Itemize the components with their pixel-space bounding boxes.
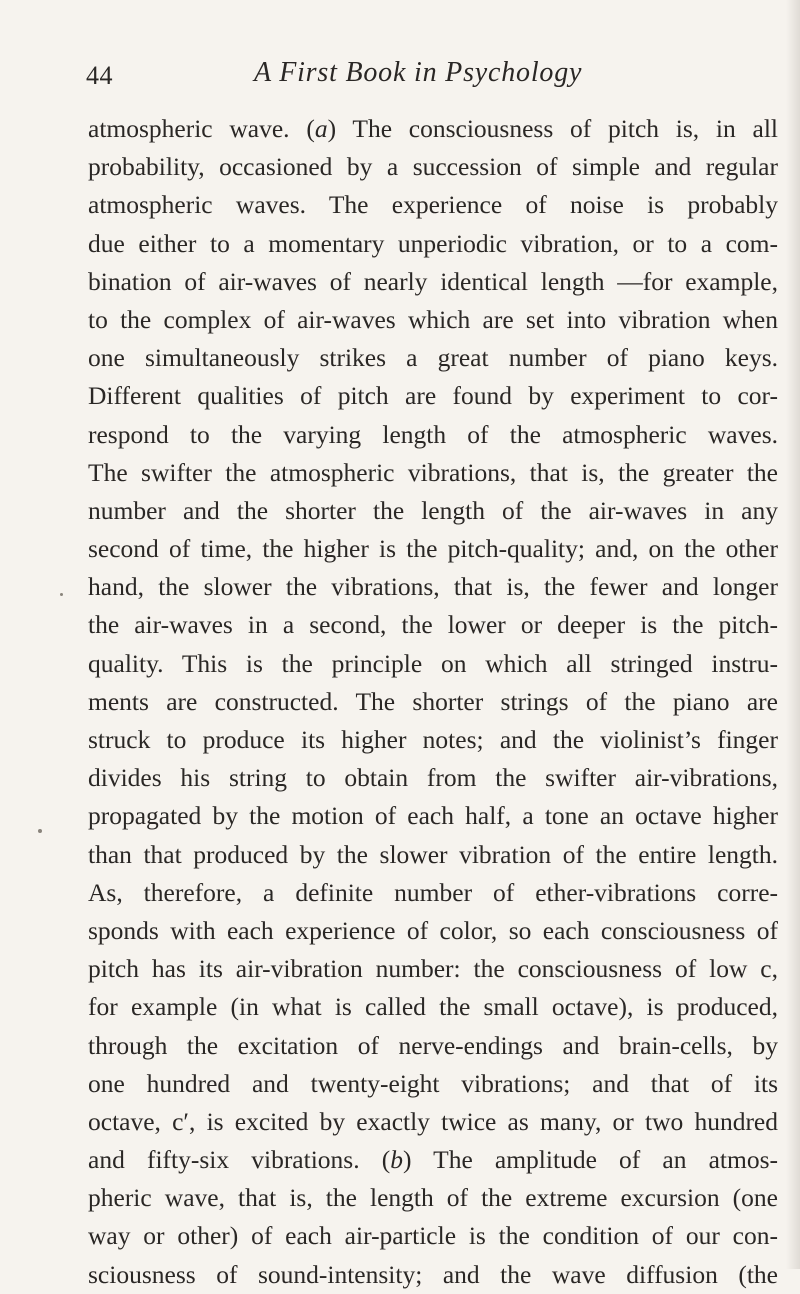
text-line: divides his string to obtain from the swifter air-vibrations, xyxy=(88,763,778,793)
paper-speck xyxy=(38,829,42,833)
text-line: atmospheric wave. (a) The consciousness of pitch is, in all xyxy=(88,114,779,143)
text-line: the air-waves in a second, the lower or deeper is the pitch- xyxy=(88,610,778,640)
text-line: to the complex of air-waves which are set into vibration when xyxy=(88,304,778,334)
text-line: quality. This is the principle on which all stringed instru- xyxy=(88,648,778,678)
text-line: sponds with each experience of color, so each consciousness of xyxy=(88,915,778,945)
text-line: ments are constructed. The shorter strings of the piano are xyxy=(88,686,778,716)
page-edge xyxy=(786,0,800,1269)
text-line: propagated by the motion of each half, a tone an octave higher xyxy=(88,801,778,831)
paper-speck xyxy=(60,593,63,596)
text-line: As, therefore, a definite number of ether-vibrations corre- xyxy=(88,877,778,907)
text-line: hand, the slower the vibrations, that is, the fewer and longer xyxy=(88,572,778,602)
text-line: way or other) of each air-particle is the condition of our con- xyxy=(88,1221,778,1251)
text-line: number and the shorter the length of the air-waves in any xyxy=(88,495,778,525)
text-line: The swifter the atmospheric vibrations, that is, the greater the xyxy=(88,457,778,487)
text-line: bination of air-waves of nearly identical length —for example, xyxy=(88,266,778,296)
text-line: pitch has its air-vibration number: the consciousness of low c, xyxy=(88,954,778,984)
text-line: than that produced by the slower vibration of the entire length. xyxy=(88,839,778,869)
text-line: one simultaneously strikes a great number of piano keys. xyxy=(88,343,778,373)
page-number: 44 xyxy=(86,61,113,90)
text-line: respond to the varying length of the atmospheric waves. xyxy=(88,419,778,449)
text-line: probability, occasioned by a succession of simple and regular xyxy=(88,152,778,182)
text-line: pheric wave, that is, the length of the extreme excursion (one xyxy=(88,1183,778,1213)
body-text xyxy=(88,110,778,1294)
text-line: Different qualities of pitch are found by experiment to cor- xyxy=(88,381,778,411)
text-line: for example (in what is called the small octave), is produced, xyxy=(88,992,778,1022)
text-line: and fifty-six vibrations. (b) The amplitude of an atmos- xyxy=(88,1145,778,1175)
text-line: atmospheric waves. The experience of noise is probably xyxy=(88,190,778,220)
text-line: octave, c′, is excited by exactly twice as many, or two hundred xyxy=(88,1106,778,1136)
text-line: due either to a momentary unperiodic vibration, or to a com- xyxy=(88,228,778,258)
text-line: struck to produce its higher notes; and the violinist’s finger xyxy=(88,725,778,754)
text-line: sciousness of sound-intensity; and the wave diffusion (the xyxy=(88,1259,778,1289)
running-title: A First Book in Psychology xyxy=(254,57,583,88)
text-line: second of time, the higher is the pitch-quality; and, on the other xyxy=(88,534,778,564)
text-line: through the excitation of nerve-endings and brain-cells, by xyxy=(88,1030,778,1060)
text-line: one hundred and twenty-eight vibrations; and that of its xyxy=(88,1068,778,1098)
